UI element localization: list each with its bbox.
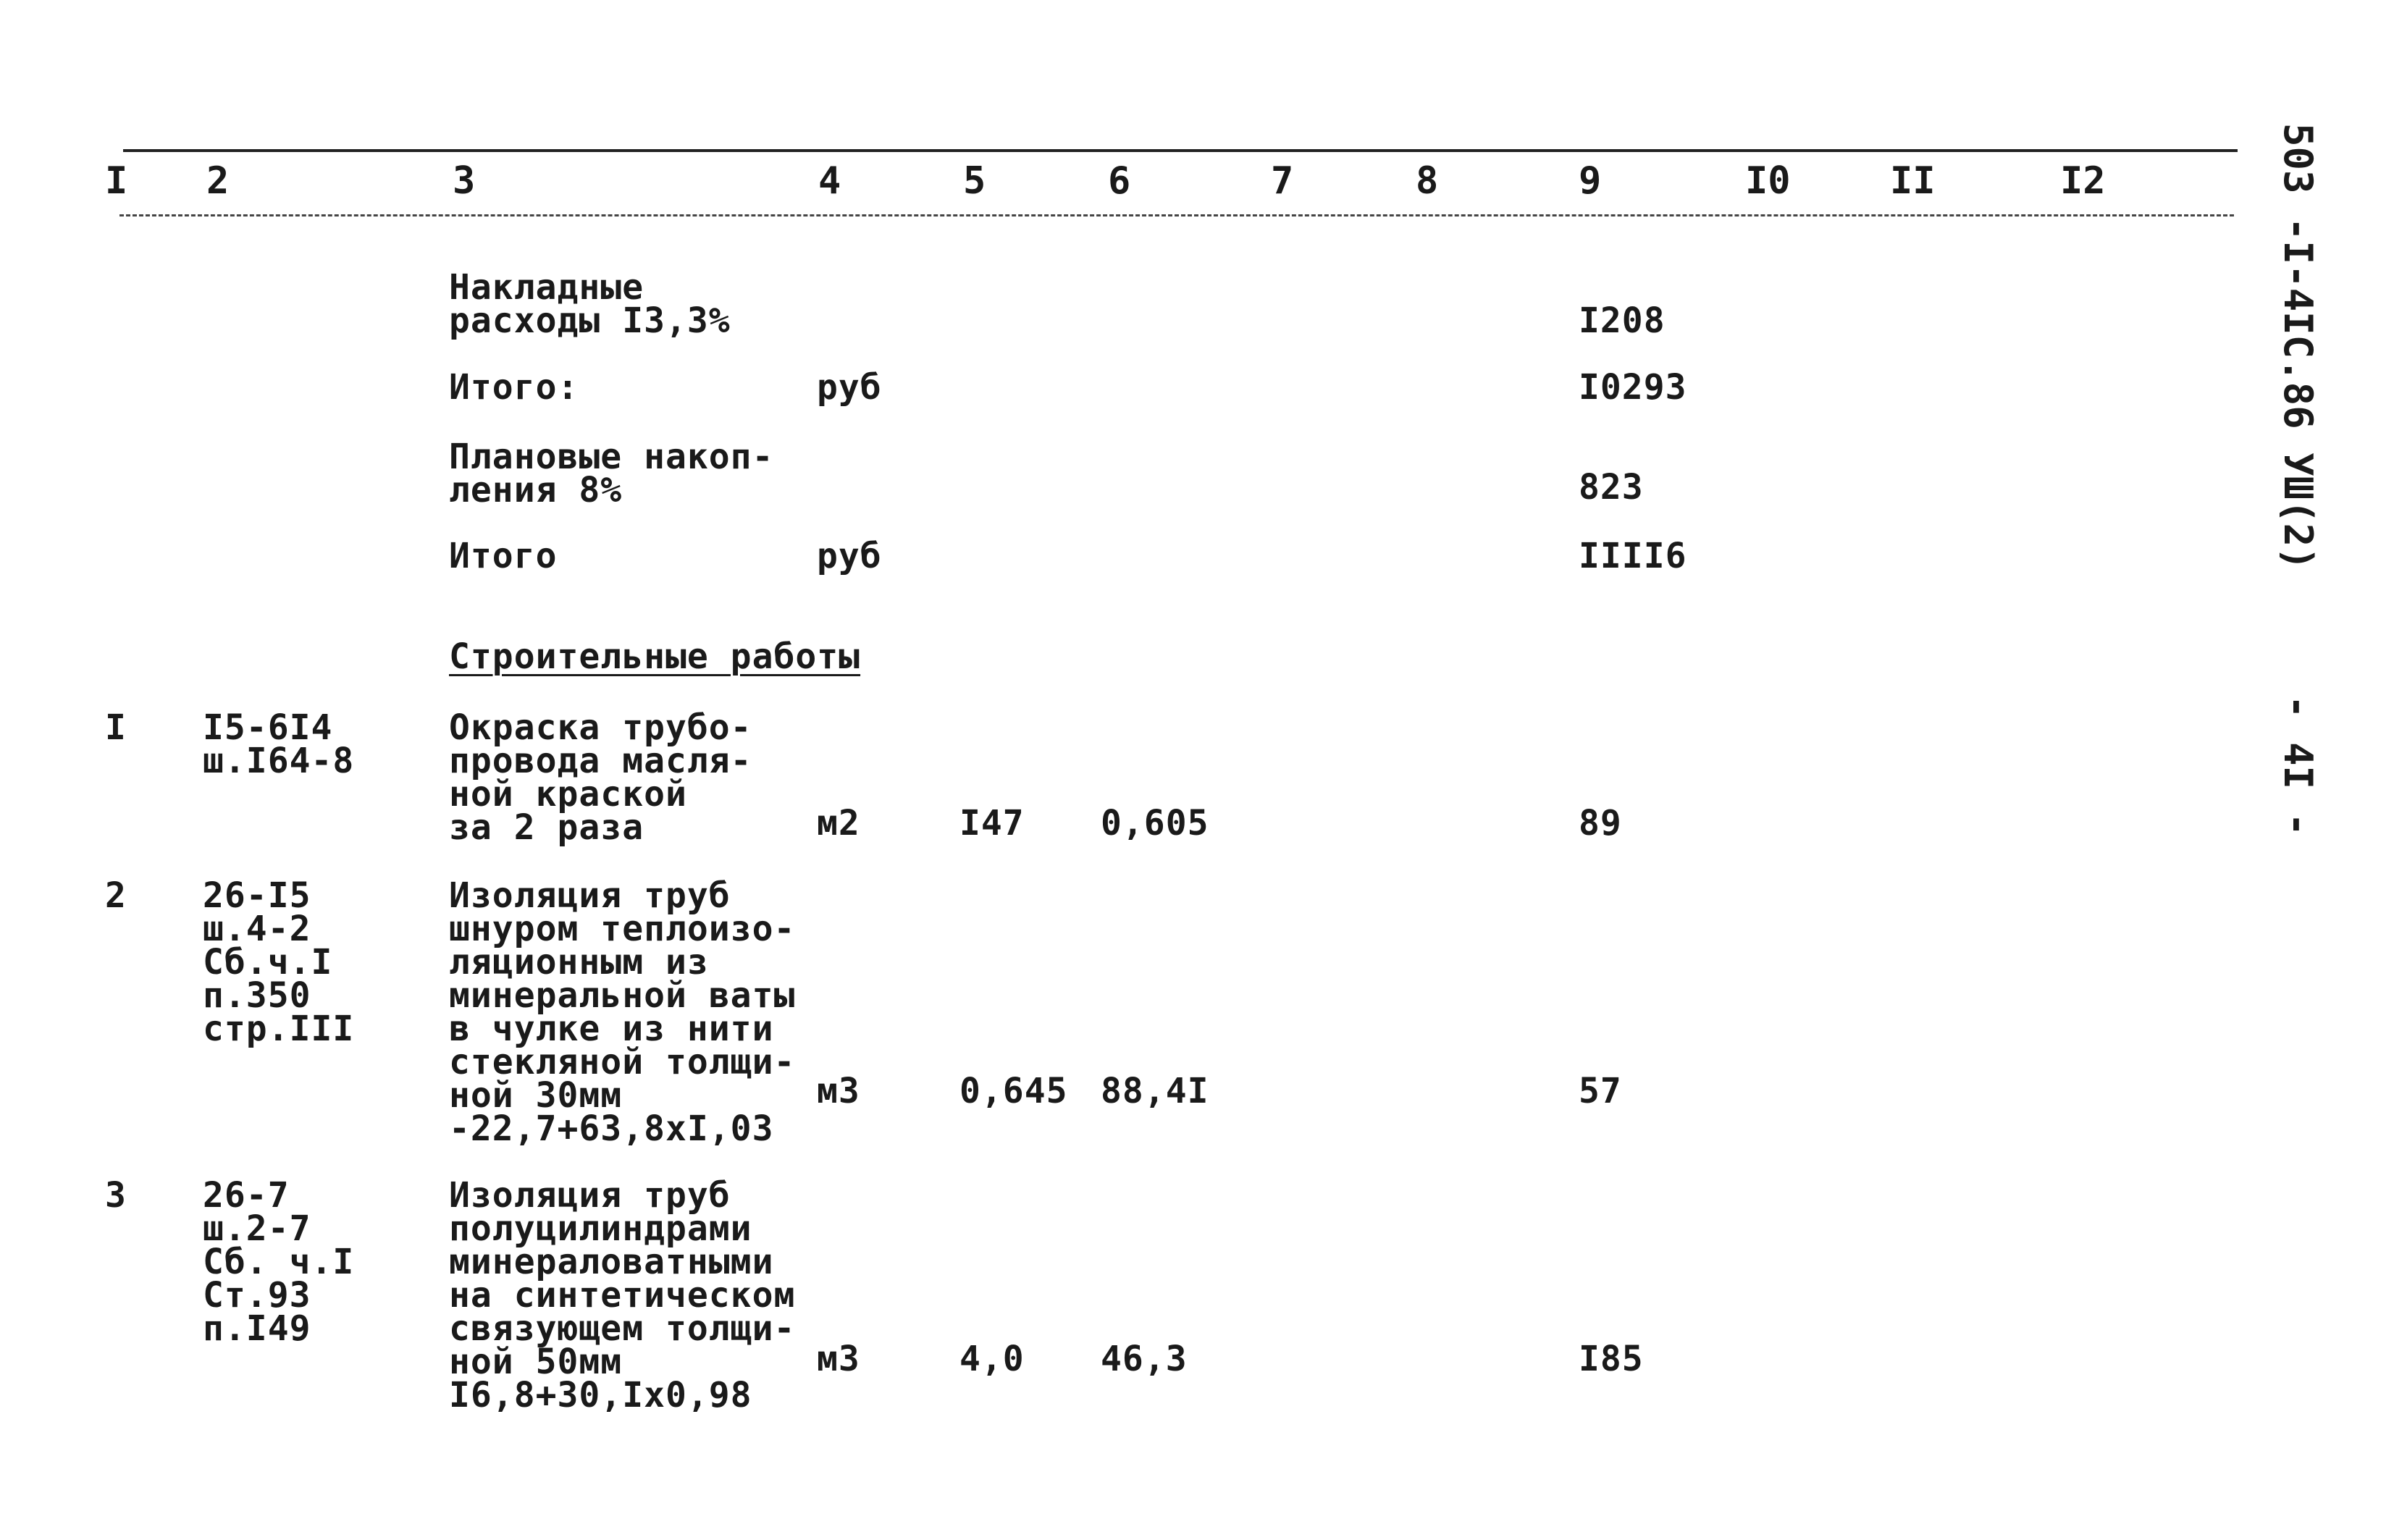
row-description: Изоляция труб полуцилиндрами минераловатными на синтетическом связующем толщи- ной 50мм I6,8+30,Iх0,98 bbox=[449, 1175, 796, 1415]
row-quantity: 0,645 bbox=[959, 1071, 1068, 1111]
column-header-7: 7 bbox=[1271, 159, 1294, 203]
row-total: I85 bbox=[1579, 1339, 1644, 1379]
section-title: Строительные работы bbox=[449, 636, 861, 677]
row-code: 26-7 ш.2-7 Сб. ч.I Ст.93 п.I49 bbox=[203, 1175, 355, 1349]
column-header-4: 4 bbox=[818, 159, 841, 203]
summary-total-label: Итого bbox=[449, 536, 558, 576]
page-number: - 4I - bbox=[2275, 695, 2321, 837]
row-number: 2 bbox=[105, 875, 127, 916]
row-price: 46,3 bbox=[1101, 1339, 1188, 1379]
row-number: I bbox=[105, 707, 127, 748]
summary-savings-total: 823 bbox=[1579, 467, 1644, 508]
column-header-5: 5 bbox=[963, 159, 986, 203]
summary-subtotal-total: I0293 bbox=[1579, 367, 1687, 408]
column-header-2: 2 bbox=[206, 159, 230, 203]
column-header-1: I bbox=[105, 159, 128, 203]
summary-total-total: IIII6 bbox=[1579, 536, 1687, 576]
column-header-10: I0 bbox=[1745, 159, 1791, 203]
row-total: 89 bbox=[1579, 803, 1622, 843]
row-quantity: 4,0 bbox=[959, 1339, 1025, 1379]
column-header-12: I2 bbox=[2060, 159, 2106, 203]
summary-overhead-label: Накладные расходы I3,3% bbox=[449, 267, 731, 341]
column-header-8: 8 bbox=[1416, 159, 1439, 203]
row-code: I5-6I4 ш.I64-8 bbox=[203, 707, 355, 781]
row-unit: м3 bbox=[817, 1071, 860, 1111]
document-code: 503 -I-4IC.86 УШ(2) bbox=[2275, 123, 2321, 571]
summary-total-unit: руб bbox=[817, 536, 882, 576]
row-description: Изоляция труб шнуром теплоизо- ляционным из минеральной ваты в чулке из нити стекляной толщи- ной 30мм -22,7+63,8хI,03 bbox=[449, 875, 796, 1149]
row-number: 3 bbox=[105, 1175, 127, 1216]
row-code: 26-I5 ш.4-2 Сб.ч.I п.350 стр.III bbox=[203, 875, 355, 1049]
column-header-9: 9 bbox=[1579, 159, 1602, 203]
row-price: 0,605 bbox=[1101, 803, 1209, 843]
row-quantity: I47 bbox=[959, 803, 1025, 843]
row-total: 57 bbox=[1579, 1071, 1622, 1111]
header-bottom-rule bbox=[119, 214, 2234, 216]
column-header-6: 6 bbox=[1108, 159, 1131, 203]
summary-subtotal-label: Итого: bbox=[449, 367, 579, 408]
header-top-rule bbox=[123, 149, 2238, 152]
row-description: Окраска трубо- провода масля- ной краской за 2 раза bbox=[449, 707, 752, 848]
row-unit: м2 bbox=[817, 803, 860, 843]
row-price: 88,4I bbox=[1101, 1071, 1209, 1111]
summary-subtotal-unit: руб bbox=[817, 367, 882, 408]
column-header-3: 3 bbox=[453, 159, 476, 203]
column-header-11: II bbox=[1890, 159, 1936, 203]
row-unit: м3 bbox=[817, 1339, 860, 1379]
summary-savings-label: Плановые накоп- ления 8% bbox=[449, 437, 774, 510]
summary-overhead-total: I208 bbox=[1579, 300, 1666, 341]
